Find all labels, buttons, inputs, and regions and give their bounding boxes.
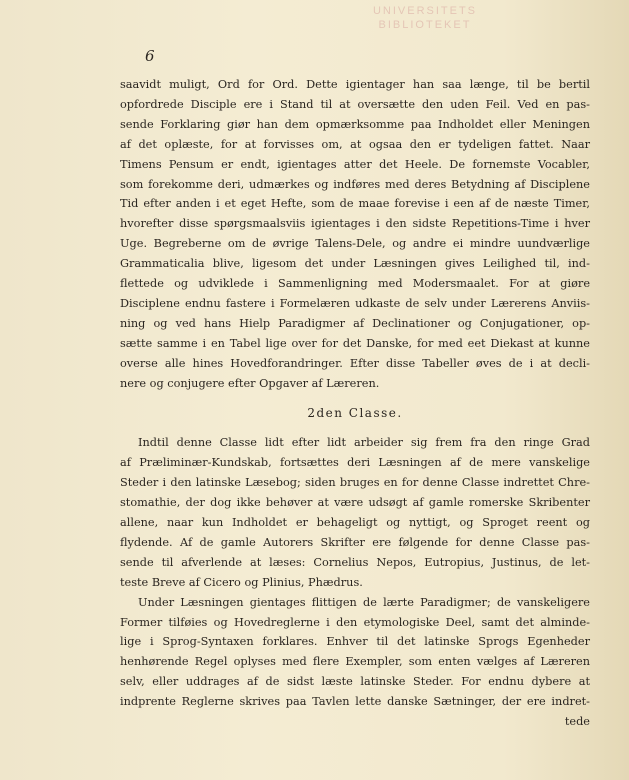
text-line: henhørende Regel oplyses med flere Exempler, som enten vælges af Læreren xyxy=(120,655,590,669)
paragraph-2 xyxy=(120,433,590,592)
text-line: Uge. Begreberne om de øvrige Talens-Dele, og andre ei mindre uundværlige xyxy=(120,237,590,251)
text-line: allene, naar kun Indholdet er behageligt og nyttigt, og Sproget reent og xyxy=(120,516,590,530)
text-line: Timens Pensum er endt, igientages atter det Heele. De fornemste Vocabler, xyxy=(120,157,590,171)
text-line: nere og conjugere efter Opgaver af Læreren. xyxy=(120,376,380,390)
text-line: teste Breve af Cicero og Plinius, Phædrus. xyxy=(120,575,363,589)
text-line: Tid efter anden i et eget Hefte, som de maae forevise i een af de næste Timer, xyxy=(120,197,590,211)
text-line: flettede og udviklede i Sammenligning med Modersmaalet. For at giøre xyxy=(120,277,590,291)
text-line: som forekomme deri, udmærkes og indføres med deres Betydning af Disciplene xyxy=(120,177,590,191)
text-line: sende Forklaring giør han dem opmærksomme paa Indholdet eller Meningen xyxy=(120,117,590,131)
text-line: Disciplene endnu fastere i Formelæren udkaste de selv under Lærerens Anviis- xyxy=(120,296,590,310)
text-line: lige i Sprog-Syntaxen forklares. Enhver til det latinske Sprogs Egenheder xyxy=(120,635,590,649)
text-line: saavidt muligt, Ord for Ord. Dette igientager han saa længe, til be bertil xyxy=(120,78,590,91)
text-line: sende til afverlende at læses: Cornelius Nepos, Eutropius, Justinus, de let- xyxy=(120,555,590,569)
text-line: Steder i den latinske Læsebog; siden bruges en for denne Classe indrettet Chre- xyxy=(120,476,590,490)
text-line: Under Læsningen gientages flittigen de lærte Paradigmer; de vanskeligere xyxy=(138,595,590,609)
text-line: Former tilføies og Hovedreglerne i den etymologiske Deel, samt det alminde- xyxy=(120,615,590,629)
library-stamp xyxy=(315,4,535,32)
catchword: tede xyxy=(564,715,590,729)
text-line: hvorefter disse spørgsmaalsviis igientages i den sidste Repetitions-Time i hver xyxy=(120,217,590,231)
text-line: opfordrede Disciple ere i Stand til at oversætte den uden Feil. Ved en pas- xyxy=(120,97,590,111)
text-line: af det oplæste, for at forvisses om, at ogsaa den er tydeligen fattet. Naar xyxy=(120,137,590,151)
text-line: Grammaticalia blive, ligesom det under Læsningen gives Leilighed til, ind- xyxy=(120,257,590,271)
body-text xyxy=(120,75,590,732)
text-line: sætte samme i en Tabel lige over for det Danske, for med eet Diekast at kunne xyxy=(120,336,590,350)
text-line: Indtil denne Classe lidt efter lidt arbeider sig frem fra den ringe Grad xyxy=(138,436,590,450)
text-line: indprente Reglerne skrives paa Tavlen lette danske Sætninger, der ere indret- xyxy=(120,695,590,709)
page-number: 6 xyxy=(145,47,155,65)
text-line: stomathie, der dog ikke behøver at være udsøgt af gamle romerske Skribenter xyxy=(120,496,590,510)
text-line: selv, eller uddrages af de sidst læste latinske Steder. For endnu dybere at xyxy=(120,675,590,689)
section-heading: 2den Classe. xyxy=(307,405,403,420)
paragraph-1 xyxy=(120,75,590,394)
text-line: overse alle hines Hovedforandringer. Efter disse Tabeller øves de i at decli- xyxy=(120,356,590,370)
text-line: flydende. Af de gamle Autorers Skrifter ere følgende for denne Classe pas- xyxy=(120,535,590,549)
paragraph-3 xyxy=(120,593,590,732)
text-line: af Præliminær-Kundskab, fortsættes deri Læsningen af de mere vanskelige xyxy=(120,456,590,470)
stamp-line-2: BIBLIOTEKET xyxy=(378,19,472,31)
text-line: ning og ved hans Hielp Paradigmer af Declinationer og Conjugationer, op- xyxy=(120,316,590,330)
stamp-line-1: UNIVERSITETS xyxy=(372,5,478,17)
